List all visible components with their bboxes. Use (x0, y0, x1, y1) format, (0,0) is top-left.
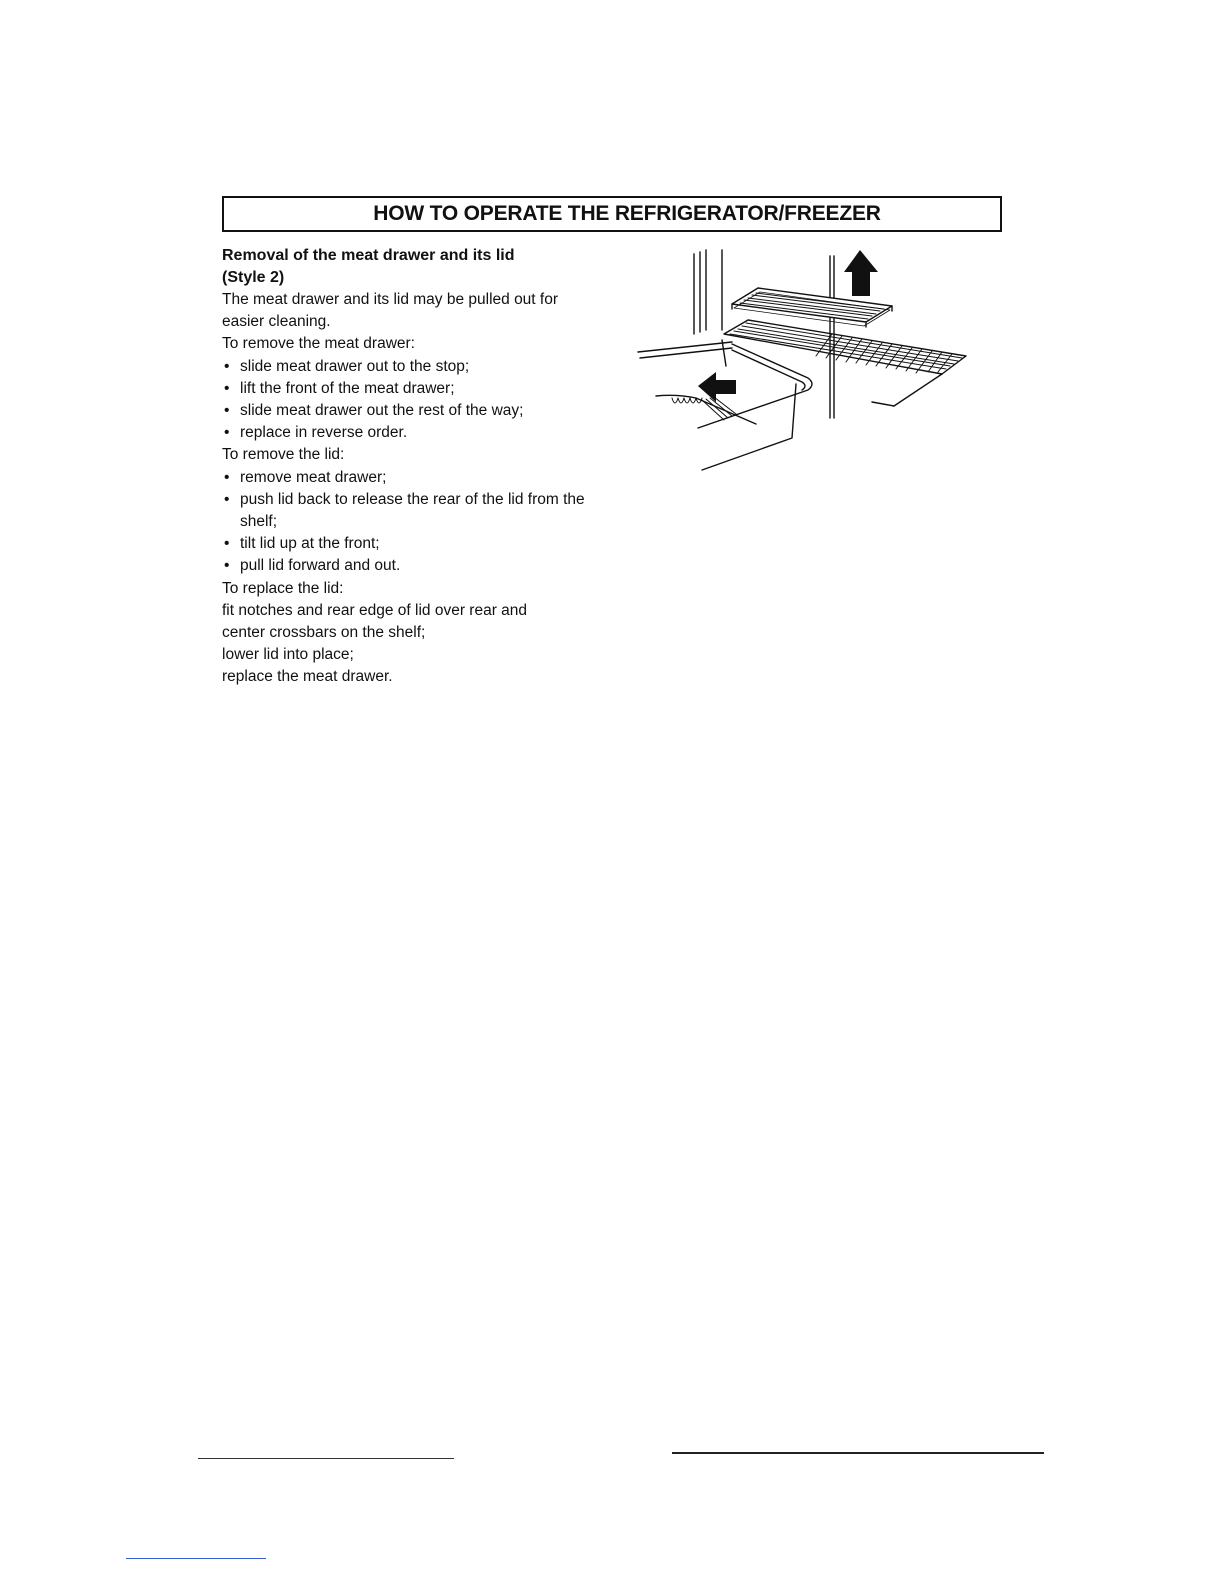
footer-rule-bottom (126, 1558, 266, 1559)
remove-drawer-label: To remove the meat drawer: (222, 335, 415, 353)
replace-lid-line-4: replace the meat drawer. (222, 668, 393, 686)
meat-drawer-illustration-icon (636, 248, 982, 474)
list-item: • slide meat drawer out the rest of the way; (222, 400, 622, 422)
footer-rule-right (672, 1452, 1044, 1454)
footer-rule-left (198, 1458, 454, 1459)
section-heading-line-1: Removal of the meat drawer and its lid (222, 247, 515, 264)
list-item: • pull lid forward and out. (222, 555, 622, 577)
section-heading (222, 245, 622, 289)
list-item: • remove meat drawer; (222, 467, 622, 489)
replace-lid-label: To replace the lid: (222, 579, 344, 597)
section-header-box (222, 196, 1002, 232)
meat-drawer-section (222, 245, 622, 689)
list-item: • slide meat drawer out to the stop; (222, 356, 622, 378)
intro-line-2: easier cleaning. (222, 313, 331, 331)
list-item: • lift the front of the meat drawer; (222, 378, 622, 400)
list-item: • push lid back to release the rear of the lid from the shelf; (222, 489, 622, 533)
section-heading-line-2: (Style 2) (222, 269, 285, 286)
replace-lid-line-3: lower lid into place; (222, 646, 354, 664)
remove-lid-label: To remove the lid: (222, 446, 345, 464)
replace-lid-line-2: center crossbars on the shelf; (222, 624, 426, 642)
list-item: • tilt lid up at the front; (222, 533, 622, 555)
list-item: • replace in reverse order. (222, 422, 622, 444)
remove-lid-steps (222, 467, 622, 578)
remove-drawer-steps (222, 356, 622, 445)
intro-paragraph (222, 289, 622, 333)
intro-line-1: The meat drawer and its lid may be pulled out for (222, 291, 559, 308)
replace-lid-line-1: fit notches and rear edge of lid over rear and (222, 601, 528, 619)
replace-lid-instructions (222, 600, 622, 689)
page-title: HOW TO OPERATE THE REFRIGERATOR/FREEZER (373, 202, 881, 225)
